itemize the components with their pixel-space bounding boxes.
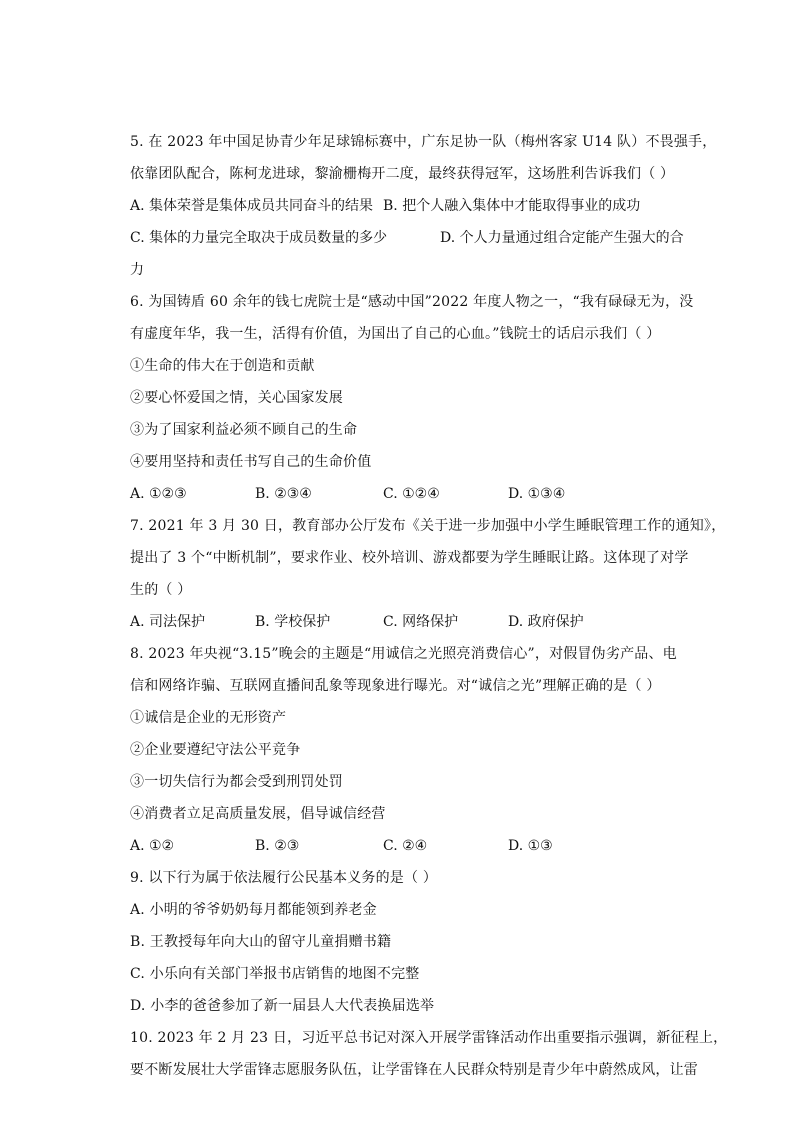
q8-statement-4: ④消费者立足高质量发展，倡导诚信经营 xyxy=(130,806,386,822)
q9-option-b: B. 王教授每年向大山的留守儿童捐赠书籍 xyxy=(130,934,392,950)
q5-stem-line2: 依靠团队配合，陈柯龙进球，黎渝栅梅开二度，最终获得冠军，这场胜利告诉我们（ ） xyxy=(130,166,675,182)
q9-option-a: A. 小明的爷爷奶奶每月都能领到养老金 xyxy=(130,902,377,918)
q6-statement-2: ②要心怀爱国之情，关心国家发展 xyxy=(130,390,343,406)
q7-stem-line2: 提出了 3 个“中断机制”，要求作业、校外培训、游戏都要为学生睡眠让路。这体现了对学 xyxy=(130,550,689,566)
q8-statement-2: ②企业要遵纪守法公平竞争 xyxy=(130,742,301,758)
q6-statement-1: ①生命的伟大在于创造和贡献 xyxy=(130,358,315,374)
q5-option-a: A. 集体荣誉是集体成员共同奋斗的结果 xyxy=(130,198,374,214)
q5-option-c: C. 集体的力量完全取决于成员数量的多少 xyxy=(130,230,388,246)
q8-stem-line2: 信和网络诈骗、互联网直播间乱象等现象进行曝光。对“诚信之光”理解正确的是（ ） xyxy=(130,678,661,694)
q10-stem-line2: 要不断发展壮大学雷锋志愿服务队伍，让学雷锋在人民群众特别是青少年中蔚然成风，让雷 xyxy=(130,1062,698,1078)
q9-option-c: C. 小乐向有关部门举报书店销售的地图不完整 xyxy=(130,966,420,982)
q6-option-d: D. ①③④ xyxy=(508,486,566,502)
q8-option-c: C. ②④ xyxy=(383,838,428,854)
q8-option-a: A. ①② xyxy=(130,838,175,854)
q5-option-b: B. 把个人融入集体中才能取得事业的成功 xyxy=(383,198,641,214)
q8-statement-1: ①诚信是企业的无形资产 xyxy=(130,710,287,726)
q7-option-c: C. 网络保护 xyxy=(383,614,459,630)
q9-option-d: D. 小李的爸爸参加了新一届县人大代表换届选举 xyxy=(130,998,435,1014)
q8-stem-line1: 8. 2023 年央视“3.15”晚会的主题是“用诚信之光照亮消费信心”，对假冒伪劣产品、电 xyxy=(130,646,677,662)
q8-option-b: B. ②③ xyxy=(255,838,300,854)
q7-option-a: A. 司法保护 xyxy=(130,614,206,630)
q9-stem-line1: 9. 以下行为属于依法履行公民基本义务的是（ ） xyxy=(130,870,438,886)
q8-statement-3: ③一切失信行为都会受到刑罚处罚 xyxy=(130,774,343,790)
q7-stem-line1: 7. 2021 年 3 月 30 日，教育部办公厅发布《关于进一步加强中小学生睡眠管理工作的通知》， xyxy=(130,518,726,534)
q5-option-d-continued: 力 xyxy=(130,262,144,278)
q7-stem-line3: 生的（ ） xyxy=(130,582,192,598)
q7-option-d: D. 政府保护 xyxy=(508,614,584,630)
q8-option-d: D. ①③ xyxy=(508,838,553,854)
q6-stem-line1: 6. 为国铸盾 60 余年的钱七虎院士是“感动中国”2022 年度人物之一，“我有碌碌无为，没 xyxy=(130,294,694,310)
q6-statement-3: ③为了国家利益必须不顾自己的生命 xyxy=(130,422,358,438)
q5-stem-line1: 5. 在 2023 年中国足协青少年足球锦标赛中，广东足协一队（梅州客家 U14 队）不畏强手， xyxy=(130,134,717,150)
q6-stem-line2: 有虚度年华，我一生，活得有价值，为国出了自己的心血。”钱院士的话启示我们（ ） xyxy=(130,326,661,342)
q6-statement-4: ④要用坚持和责任书写自己的生命价值 xyxy=(130,454,372,470)
q6-option-c: C. ①②④ xyxy=(383,486,440,502)
q6-option-a: A. ①②③ xyxy=(130,486,187,502)
q7-option-b: B. 学校保护 xyxy=(255,614,331,630)
q5-option-d: D. 个人力量通过组合定能产生强大的合 xyxy=(440,230,684,246)
q6-option-b: B. ②③④ xyxy=(255,486,312,502)
q10-stem-line1: 10. 2023 年 2 月 23 日，习近平总书记对深入开展学雷锋活动作出重要指示强调，新征程上， xyxy=(130,1030,728,1046)
